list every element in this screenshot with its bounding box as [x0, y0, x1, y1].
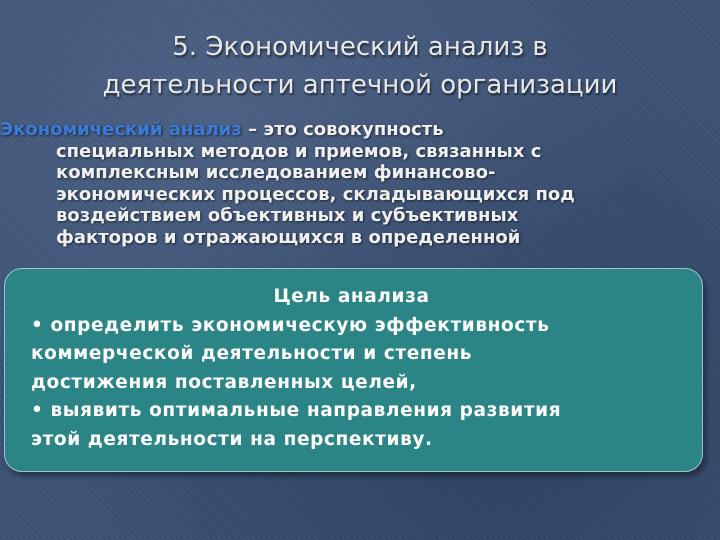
definition-paragraph [0, 119, 700, 248]
definition-line-3: комплексным исследованием финансово- [56, 162, 496, 183]
definition-line-2: специальных методов и приемов, связанных с [56, 140, 542, 162]
goal-line: этой деятельности на перспективу. [31, 428, 433, 450]
definition-line-6: факторов и отражающихся в определенной [56, 226, 521, 248]
slide-title [0, 28, 720, 104]
definition-line-1 [0, 119, 700, 141]
goal-box [4, 268, 703, 472]
definition-line-5: воздействием объективных и субъективных [56, 205, 519, 226]
definition-term: Экономический анализ [0, 119, 242, 140]
goal-line: • выявить оптимальные направления развития [31, 400, 562, 421]
goal-line: достижения поставленных целей, [31, 371, 417, 393]
goal-line: • определить экономическую эффективность [31, 314, 550, 336]
slide-title-line-2: деятельности аптечной организации [102, 70, 618, 100]
goal-line: коммерческой деятельности и степень [31, 343, 473, 364]
definition-line-4: экономических процессов, складывающихся под [56, 183, 575, 205]
definition-line-1-rest: – это совокупность [241, 119, 444, 140]
slide-title-line-1: 5. Экономический анализ в [172, 32, 548, 62]
goal-heading: Цель анализа [273, 286, 430, 307]
